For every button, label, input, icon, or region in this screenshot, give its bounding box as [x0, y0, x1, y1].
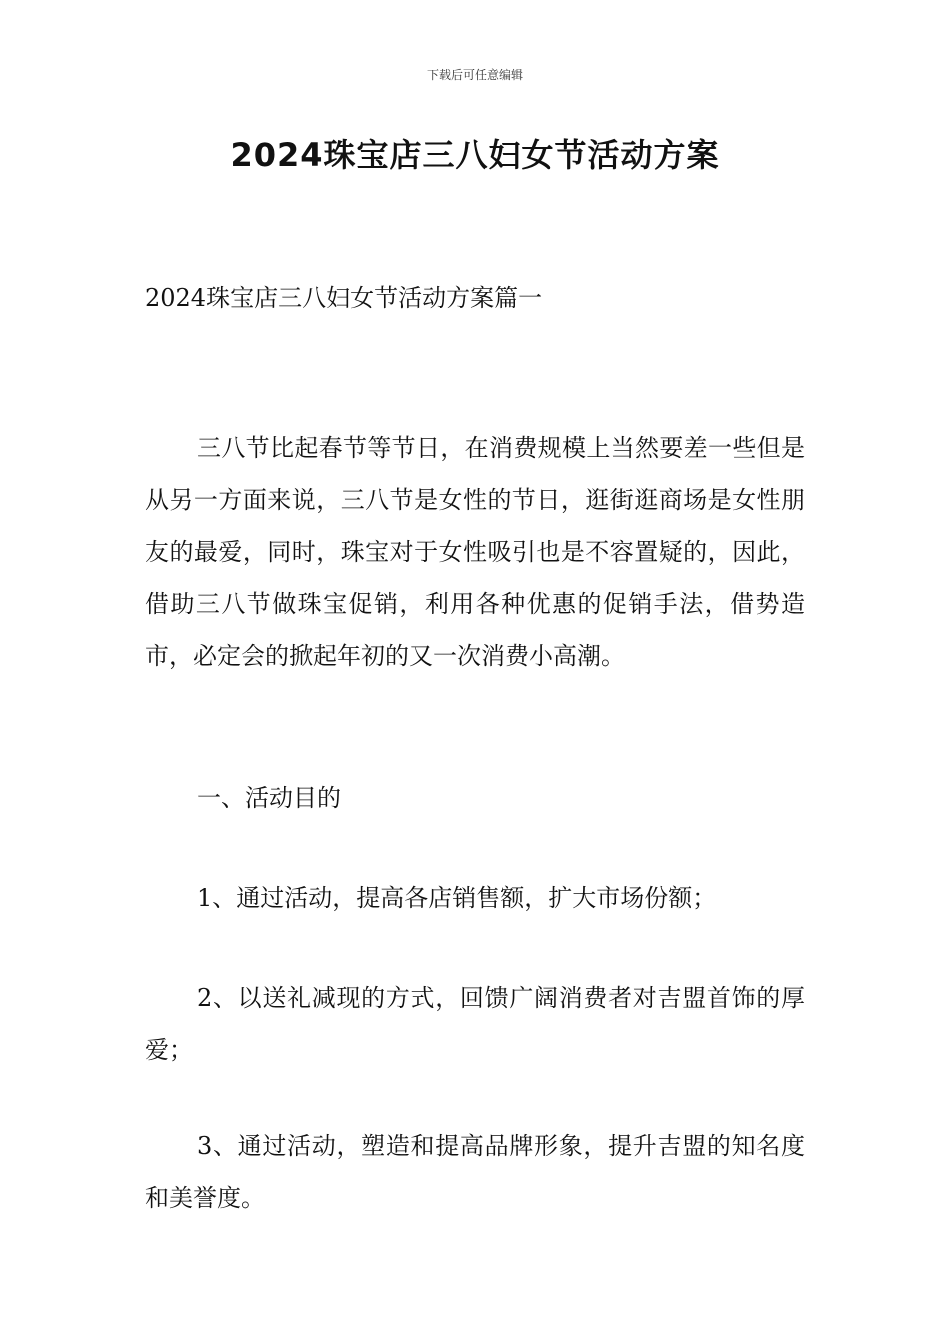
list-item: 1、通过活动，提高各店销售额，扩大市场份额； [197, 884, 717, 912]
intro-paragraph: 三八节比起春节等节日，在消费规模上当然要差一些但是从另一方面来说，三八节是女性的节日，逛街逛商场是女性朋友的最爱，同时，珠宝对于女性吸引也是不容置疑的，因此，借助三八节做珠宝促销，利用各种优惠的促销手法，借势造市，必定会的掀起年初的又一次消费小高潮。 [145, 434, 805, 670]
list-item: 3、通过活动，塑造和提高品牌形象，提升吉盟的知名度和美誉度。 [145, 1132, 805, 1212]
header-note: 下载后可任意编辑 [426, 68, 523, 82]
section-heading-purpose: 一、活动目的 [197, 784, 341, 812]
document-subtitle: 2024珠宝店三八妇女节活动方案篇一 [145, 284, 543, 312]
list-item: 2、以送礼减现的方式，回馈广阔消费者对吉盟首饰的厚爱； [145, 984, 805, 1064]
document-title: 2024珠宝店三八妇女节活动方案 [230, 136, 720, 174]
